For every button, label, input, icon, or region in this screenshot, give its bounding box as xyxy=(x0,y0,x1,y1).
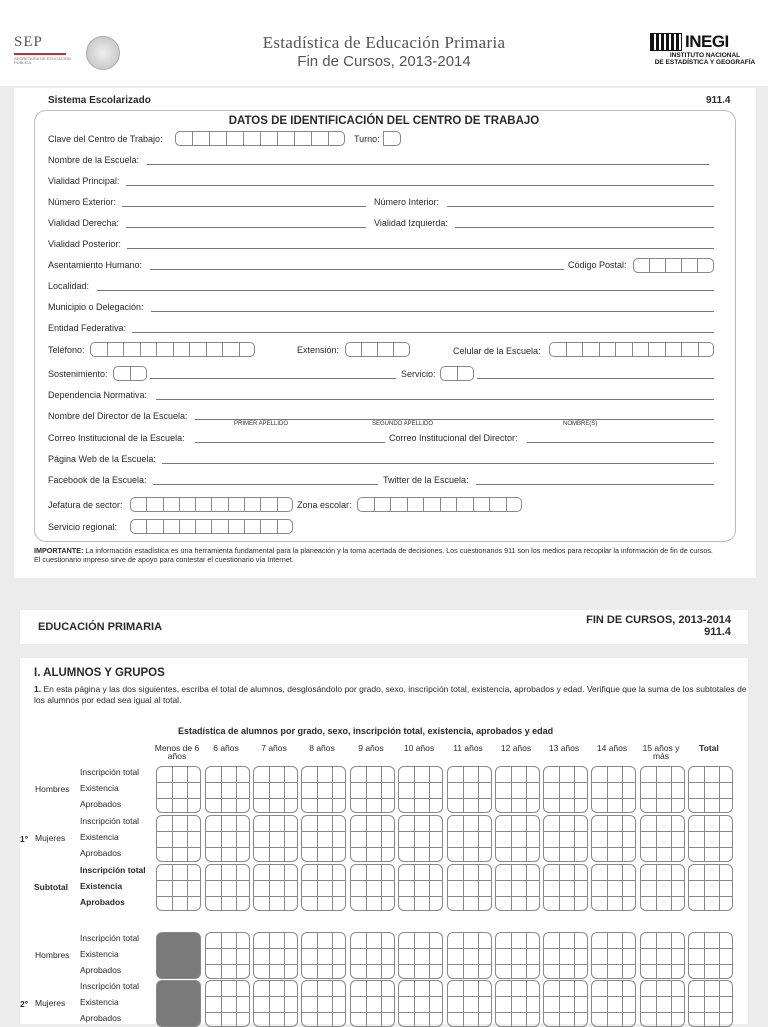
student-count-cell[interactable] xyxy=(447,766,492,813)
student-count-cell[interactable] xyxy=(447,932,492,979)
asentamiento-field[interactable] xyxy=(150,269,564,270)
hombres-label: Hombres xyxy=(35,950,70,960)
correo-escuela-label: Correo Institucional de la Escuela: xyxy=(48,433,185,443)
student-count-cell[interactable] xyxy=(543,864,588,911)
sostenimiento-field[interactable] xyxy=(150,378,396,379)
student-count-cell[interactable] xyxy=(398,815,443,862)
servicio-input[interactable] xyxy=(440,366,474,381)
vialidad-posterior-label: Vialidad Posterior: xyxy=(48,239,121,249)
student-count-cell[interactable] xyxy=(350,815,395,862)
metric-label: Aprobados xyxy=(80,965,122,975)
student-count-cell[interactable] xyxy=(543,980,588,1027)
student-count-cell[interactable] xyxy=(688,815,733,862)
metric-label: Aprobados xyxy=(80,1013,122,1023)
student-count-cell[interactable] xyxy=(495,815,540,862)
extension-input[interactable] xyxy=(345,342,410,357)
student-count-cell[interactable] xyxy=(156,864,201,911)
student-count-cell[interactable] xyxy=(640,864,685,911)
director-field[interactable] xyxy=(195,419,714,420)
student-count-cell[interactable] xyxy=(495,932,540,979)
telefono-input[interactable] xyxy=(90,342,255,357)
municipio-label: Municipio o Delegación: xyxy=(48,302,144,312)
localidad-field[interactable] xyxy=(97,290,714,291)
column-header: 13 años xyxy=(548,743,580,753)
jefatura-label: Jefatura de sector: xyxy=(48,500,123,510)
student-count-cell[interactable] xyxy=(205,766,250,813)
clave-label: Clave del Centro de Trabajo: xyxy=(48,134,163,144)
celular-label: Celular de la Escuela: xyxy=(453,346,541,356)
telefono-label: Teléfono: xyxy=(48,345,85,355)
student-count-cell[interactable] xyxy=(591,815,636,862)
primer-apellido-caption: PRIMER APELLIDO xyxy=(234,421,289,427)
form-code: 911.4 xyxy=(706,95,731,106)
student-count-cell[interactable] xyxy=(398,980,443,1027)
student-count-cell[interactable] xyxy=(350,864,395,911)
student-count-cell[interactable] xyxy=(253,980,298,1027)
page2-code: 911.4 xyxy=(704,626,731,638)
sep-logo-text: SEP xyxy=(14,34,43,50)
servicio-regional-input[interactable] xyxy=(130,519,293,534)
metric-label: Inscripción total xyxy=(80,981,140,991)
important-text-2: El cuestionario impreso sirve de apoyo para contestar el cuestionario vía Internet. xyxy=(34,555,294,564)
localidad-label: Localidad: xyxy=(48,281,90,291)
student-count-cell[interactable] xyxy=(591,864,636,911)
inegi-logo xyxy=(650,32,760,66)
turno-label: Turno: xyxy=(354,134,380,144)
metric-label: Existencia xyxy=(80,949,119,959)
column-header: 15 años y más xyxy=(642,743,680,761)
instruction-body: En esta página y las dos siguientes, escriba el total de alumnos, desglosándolo por grado, sexo, inscripción total, existencia, aprobados y edad. Verifique que la suma de los subtotales de los alumnos por edad sea igual al total. xyxy=(34,684,747,705)
numero-exterior-label: Número Exterior: xyxy=(48,197,117,207)
inegi-line1: INSTITUTO NACIONAL xyxy=(669,52,741,59)
column-header: 6 años xyxy=(213,743,239,753)
mujeres-label: Mujeres xyxy=(35,998,66,1008)
municipio-field[interactable] xyxy=(151,311,714,312)
twitter-label: Twitter de la Escuela: xyxy=(383,475,469,485)
dependencia-label: Dependencia Normativa: xyxy=(48,390,148,400)
correo-director-field[interactable] xyxy=(527,442,714,443)
grade-2-label: 2° xyxy=(20,999,29,1009)
metric-label: Aprobados xyxy=(80,897,125,907)
student-count-cell[interactable] xyxy=(301,980,346,1027)
student-count-cell[interactable] xyxy=(447,815,492,862)
student-count-cell[interactable] xyxy=(350,932,395,979)
servicio-label: Servicio: xyxy=(401,369,436,379)
section-title: DATOS DE IDENTIFICACIÓN DEL CENTRO DE TRABAJO xyxy=(228,115,540,127)
column-header: 12 años xyxy=(500,743,532,753)
metric-label: Existencia xyxy=(80,832,119,842)
column-header: 10 años xyxy=(403,743,435,753)
sep-logo-subtext: SECRETARÍA DE EDUCACIÓN PÚBLICA xyxy=(14,56,71,65)
twitter-field[interactable] xyxy=(476,484,714,485)
column-header: 8 años xyxy=(309,743,335,753)
inegi-grid-icon xyxy=(650,33,682,51)
student-count-cell[interactable] xyxy=(495,864,540,911)
student-count-cell[interactable] xyxy=(640,766,685,813)
column-header: Total xyxy=(699,743,719,753)
pagina-web-field[interactable] xyxy=(162,463,714,464)
entidad-label: Entidad Federativa: xyxy=(48,323,127,333)
student-count-cell[interactable] xyxy=(253,766,298,813)
student-count-cell[interactable] xyxy=(688,864,733,911)
metric-label: Aprobados xyxy=(80,799,122,809)
student-count-cell[interactable] xyxy=(205,932,250,979)
vialidad-principal-label: Vialidad Principal: xyxy=(48,176,120,186)
celular-input[interactable] xyxy=(549,342,714,357)
student-count-cell[interactable] xyxy=(253,864,298,911)
vialidad-derecha-label: Vialidad Derecha: xyxy=(48,218,119,228)
dependencia-field[interactable] xyxy=(156,399,714,400)
student-count-cell[interactable] xyxy=(495,766,540,813)
subtotal-label: Subtotal xyxy=(34,882,68,892)
important-note xyxy=(34,546,739,564)
metric-label: Aprobados xyxy=(80,848,122,858)
metric-label: Existencia xyxy=(80,783,119,793)
metric-label: Existencia xyxy=(80,881,123,891)
student-count-cell[interactable] xyxy=(688,932,733,979)
extension-label: Extensión: xyxy=(297,345,340,355)
student-count-cell[interactable] xyxy=(156,766,201,813)
facebook-field[interactable] xyxy=(153,484,378,485)
student-count-cell[interactable] xyxy=(543,932,588,979)
cycle-text: FIN DE CURSOS, 2013-2014 xyxy=(586,614,731,626)
system-label: Sistema Escolarizado xyxy=(48,95,151,106)
column-header: 7 años xyxy=(261,743,287,753)
jefatura-input[interactable] xyxy=(130,497,293,512)
student-count-cell[interactable] xyxy=(350,766,395,813)
student-count-cell[interactable] xyxy=(398,864,443,911)
vialidad-izquierda-label: Vialidad Izquierda: xyxy=(374,218,448,228)
student-count-cell[interactable] xyxy=(591,980,636,1027)
student-count-cell[interactable] xyxy=(591,766,636,813)
student-count-cell[interactable] xyxy=(640,932,685,979)
student-count-cell[interactable] xyxy=(398,766,443,813)
column-header: Menos de 6 años xyxy=(154,743,200,761)
student-count-cell[interactable] xyxy=(205,864,250,911)
metric-label: Inscripción total xyxy=(80,767,140,777)
grade-1-label: 1° xyxy=(20,834,29,844)
codigo-postal-label: Código Postal: xyxy=(568,260,627,270)
sostenimiento-input[interactable] xyxy=(113,366,147,381)
vialidad-principal-field[interactable] xyxy=(126,185,714,186)
correo-director-label: Correo Institucional del Director: xyxy=(389,433,518,443)
vialidad-derecha-field[interactable] xyxy=(126,227,366,228)
metric-label: Inscripción total xyxy=(80,933,140,943)
segundo-apellido-caption: SEGUNDO APELLIDO xyxy=(372,421,434,427)
entidad-field[interactable] xyxy=(132,332,714,333)
clave-input[interactable] xyxy=(175,131,345,146)
instruction-text xyxy=(34,684,750,706)
director-label: Nombre del Director de la Escuela: xyxy=(48,411,188,421)
asentamiento-label: Asentamiento Humano: xyxy=(48,260,143,270)
nombres-caption: NOMBRE(S) xyxy=(563,421,598,427)
student-count-cell[interactable] xyxy=(398,932,443,979)
student-count-cell[interactable] xyxy=(205,815,250,862)
student-count-cell[interactable] xyxy=(495,980,540,1027)
vialidad-posterior-field[interactable] xyxy=(127,248,714,249)
cycle-label xyxy=(560,614,731,638)
numero-interior-label: Número Interior: xyxy=(374,197,440,207)
codigo-postal-input[interactable] xyxy=(633,258,714,273)
nombre-escuela-field[interactable] xyxy=(147,164,709,165)
student-count-cell[interactable] xyxy=(301,766,346,813)
important-text: La información estadística es una herramienta fundamental para la planeación y la toma acertada de decisiones. Los cuestionarios 911 son los medios para recopilar la información de fin de cursos. xyxy=(83,546,713,555)
servicio-regional-label: Servicio regional: xyxy=(48,522,118,532)
facebook-label: Facebook de la Escuela: xyxy=(48,475,147,485)
education-level: EDUCACIÓN PRIMARIA xyxy=(38,621,163,633)
pagina-web-label: Página Web de la Escuela: xyxy=(48,454,156,464)
student-count-cell[interactable] xyxy=(543,766,588,813)
inegi-line2: DE ESTADÍSTICA Y GEOGRAFÍA xyxy=(654,59,756,66)
column-header: 14 años xyxy=(596,743,628,753)
student-count-cell[interactable] xyxy=(688,766,733,813)
student-count-cell[interactable] xyxy=(640,815,685,862)
student-count-cell[interactable] xyxy=(640,980,685,1027)
correo-escuela-field[interactable] xyxy=(195,442,385,443)
table-title: Estadística de alumnos por grado, sexo, inscripción total, existencia, aprobados y edad xyxy=(178,726,554,736)
student-count-cell xyxy=(156,932,201,979)
turno-input[interactable] xyxy=(383,131,401,146)
student-count-cell[interactable] xyxy=(591,932,636,979)
hombres-label: Hombres xyxy=(35,784,70,794)
important-label: IMPORTANTE: xyxy=(34,546,84,555)
student-count-cell xyxy=(156,980,201,1027)
instruction-number: 1. xyxy=(34,684,42,694)
student-count-cell[interactable] xyxy=(447,980,492,1027)
vialidad-izquierda-field[interactable] xyxy=(455,227,714,228)
nombre-escuela-label: Nombre de la Escuela: xyxy=(48,155,140,165)
student-count-cell[interactable] xyxy=(543,815,588,862)
student-count-cell[interactable] xyxy=(156,815,201,862)
zona-input[interactable] xyxy=(357,497,522,512)
student-count-cell[interactable] xyxy=(301,932,346,979)
metric-label: Existencia xyxy=(80,997,119,1007)
inegi-logo-word: INEGI xyxy=(685,32,729,51)
metric-label: Inscripción total xyxy=(80,865,146,875)
numero-exterior-field[interactable] xyxy=(122,206,366,207)
metric-label: Inscripción total xyxy=(80,816,140,826)
student-count-cell[interactable] xyxy=(253,815,298,862)
student-count-cell[interactable] xyxy=(350,980,395,1027)
document-title: Estadística de Educación Primaria xyxy=(262,33,506,52)
mujeres-label: Mujeres xyxy=(35,833,66,843)
student-count-cell[interactable] xyxy=(253,932,298,979)
student-count-cell[interactable] xyxy=(447,864,492,911)
section-heading: I. ALUMNOS Y GRUPOS xyxy=(34,667,165,679)
column-header: 11 años xyxy=(453,743,483,753)
sostenimiento-label: Sostenimiento: xyxy=(48,369,108,379)
student-count-cell[interactable] xyxy=(205,980,250,1027)
student-count-cell[interactable] xyxy=(301,864,346,911)
zona-label: Zona escolar: xyxy=(297,500,352,510)
student-count-cell[interactable] xyxy=(301,815,346,862)
student-count-cell[interactable] xyxy=(688,980,733,1027)
servicio-field[interactable] xyxy=(477,378,714,379)
numero-interior-field[interactable] xyxy=(447,206,714,207)
column-header: 9 años xyxy=(358,743,384,753)
document-subtitle: Fin de Cursos, 2013-2014 xyxy=(297,53,471,70)
